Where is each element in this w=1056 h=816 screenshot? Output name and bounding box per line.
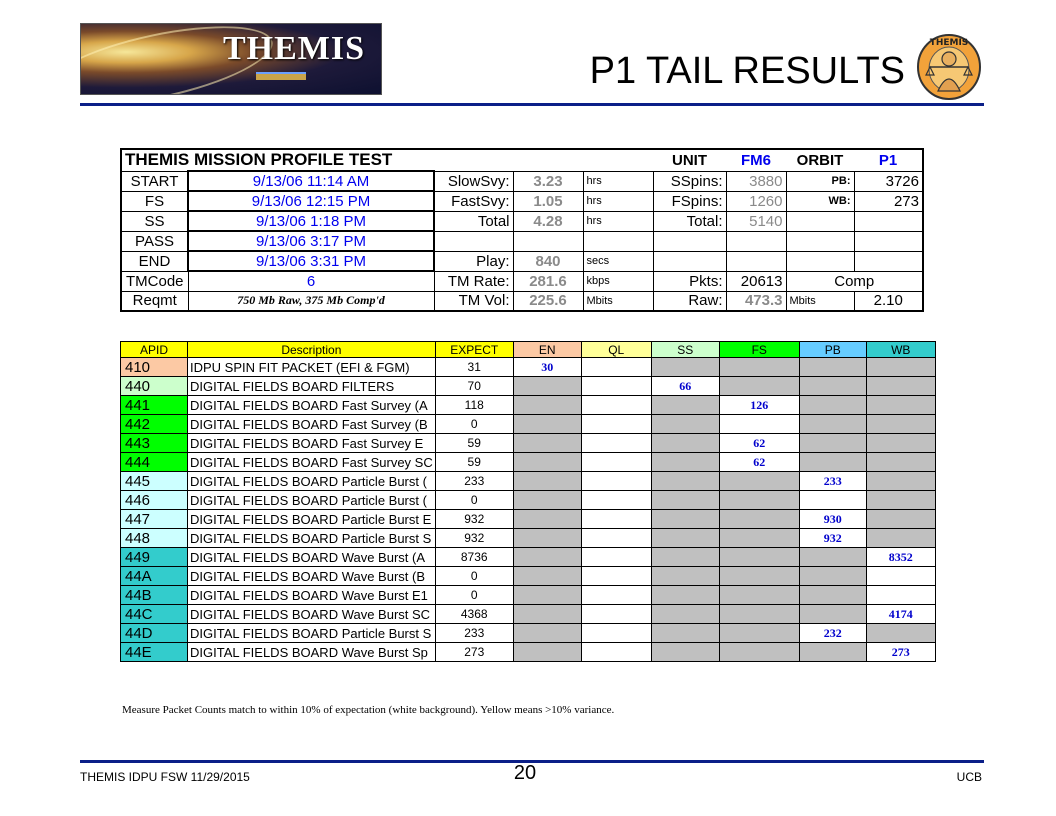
ss-count	[651, 624, 719, 643]
table-row	[121, 434, 936, 453]
param-label: Total	[434, 211, 513, 231]
table-row	[121, 548, 936, 567]
packet-description: DIGITAL FIELDS BOARD Fast Survey E	[188, 434, 436, 453]
burst-label: WB:	[786, 191, 854, 211]
pb-count	[799, 377, 866, 396]
spin-label	[653, 231, 726, 251]
unit-value: FM6	[726, 149, 786, 171]
expected-count: 0	[435, 415, 513, 434]
fs-count	[719, 472, 799, 491]
fs-count: 62	[719, 434, 799, 453]
apid-code: 44A	[121, 567, 188, 586]
en-count	[513, 529, 581, 548]
param-value: 3.23	[513, 171, 583, 191]
fs-count	[719, 377, 799, 396]
ql-count	[581, 643, 651, 662]
ss-count: 66	[651, 377, 719, 396]
apid-packet-table	[120, 341, 936, 662]
apid-code: 447	[121, 510, 188, 529]
param-value: 225.6	[513, 291, 583, 311]
profile-row	[121, 231, 923, 251]
param-label	[434, 231, 513, 251]
table-row	[121, 377, 936, 396]
en-count	[513, 510, 581, 529]
fs-count	[719, 624, 799, 643]
column-header: EN	[513, 342, 581, 358]
en-count	[513, 491, 581, 510]
wb-count	[866, 396, 935, 415]
table-row	[121, 472, 936, 491]
profile-row	[121, 251, 923, 271]
ql-count	[581, 567, 651, 586]
spin-label: SSpins:	[653, 171, 726, 191]
spin-label: Pkts:	[653, 271, 726, 291]
param-value	[513, 231, 583, 251]
wb-count	[866, 415, 935, 434]
table-row	[121, 453, 936, 472]
packet-description: DIGITAL FIELDS BOARD Fast Survey (B	[188, 415, 436, 434]
ql-count	[581, 434, 651, 453]
pb-count: 932	[799, 529, 866, 548]
pb-count	[799, 491, 866, 510]
packet-description: DIGITAL FIELDS BOARD Wave Burst Sp	[188, 643, 436, 662]
row-value: 6	[188, 271, 434, 291]
pb-count	[799, 358, 866, 377]
wb-count	[866, 529, 935, 548]
ss-count	[651, 643, 719, 662]
apid-code: 449	[121, 548, 188, 567]
param-unit: Mbits	[583, 291, 653, 311]
pb-count	[799, 548, 866, 567]
row-label: TMCode	[121, 271, 188, 291]
packet-description: DIGITAL FIELDS BOARD Wave Burst (B	[188, 567, 436, 586]
wb-count	[866, 510, 935, 529]
row-label: PASS	[121, 231, 188, 251]
apid-code: 410	[121, 358, 188, 377]
column-header: WB	[866, 342, 935, 358]
profile-row	[121, 211, 923, 231]
column-header: Description	[188, 342, 436, 358]
themis-logo	[80, 23, 382, 95]
burst-label	[786, 251, 854, 271]
table-row	[121, 510, 936, 529]
pb-count: 233	[799, 472, 866, 491]
wb-count	[866, 472, 935, 491]
ss-count	[651, 358, 719, 377]
row-value: 9/13/06 3:31 PM	[188, 251, 434, 271]
fs-count	[719, 491, 799, 510]
column-header: FS	[719, 342, 799, 358]
en-count	[513, 624, 581, 643]
table-row	[121, 624, 936, 643]
param-label: Play:	[434, 251, 513, 271]
profile-row	[121, 271, 923, 291]
ss-count	[651, 434, 719, 453]
param-label: TM Rate:	[434, 271, 513, 291]
apid-code: 444	[121, 453, 188, 472]
param-unit: hrs	[583, 191, 653, 211]
packet-description: DIGITAL FIELDS BOARD Fast Survey SC	[188, 453, 436, 472]
expected-count: 233	[435, 624, 513, 643]
param-value: 1.05	[513, 191, 583, 211]
unit-label: UNIT	[653, 149, 726, 171]
apid-code: 448	[121, 529, 188, 548]
en-count	[513, 605, 581, 624]
ql-count	[581, 586, 651, 605]
ql-count	[581, 510, 651, 529]
fs-count	[719, 586, 799, 605]
ss-count	[651, 586, 719, 605]
apid-code: 443	[121, 434, 188, 453]
mission-profile-table	[120, 148, 924, 312]
spin-value: 3880	[726, 171, 786, 191]
profile-title: THEMIS MISSION PROFILE TEST	[121, 149, 653, 171]
fs-count	[719, 605, 799, 624]
ss-count	[651, 529, 719, 548]
param-unit	[583, 231, 653, 251]
spin-value: 473.3	[726, 291, 786, 311]
burst-value: 273	[854, 191, 923, 211]
apid-code: 446	[121, 491, 188, 510]
packet-description: DIGITAL FIELDS BOARD Particle Burst (	[188, 491, 436, 510]
orbit-value: P1	[854, 149, 923, 171]
pb-count	[799, 586, 866, 605]
expected-count: 8736	[435, 548, 513, 567]
pb-count	[799, 396, 866, 415]
param-unit: kbps	[583, 271, 653, 291]
profile-header-row	[121, 149, 923, 171]
ss-count	[651, 453, 719, 472]
wb-count	[866, 434, 935, 453]
wb-count	[866, 586, 935, 605]
spin-value: 5140	[726, 211, 786, 231]
wb-count	[866, 567, 935, 586]
packet-description: DIGITAL FIELDS BOARD FILTERS	[188, 377, 436, 396]
expected-count: 59	[435, 453, 513, 472]
footnote: Measure Packet Counts match to within 10% of expectation (white background). Yellow means >10% variance.	[122, 704, 615, 716]
pb-count	[799, 415, 866, 434]
pb-count	[799, 605, 866, 624]
wb-count	[866, 358, 935, 377]
packet-description: DIGITAL FIELDS BOARD Fast Survey (A	[188, 396, 436, 415]
expected-count: 4368	[435, 605, 513, 624]
apid-code: 442	[121, 415, 188, 434]
ss-count	[651, 567, 719, 586]
row-label: SS	[121, 211, 188, 231]
pb-count: 930	[799, 510, 866, 529]
spin-label	[653, 251, 726, 271]
burst-value	[854, 211, 923, 231]
burst-value	[854, 231, 923, 251]
en-count	[513, 567, 581, 586]
spin-label: Total:	[653, 211, 726, 231]
ql-count	[581, 453, 651, 472]
raw-unit: Mbits	[786, 291, 854, 311]
wb-count	[866, 377, 935, 396]
row-label: FS	[121, 191, 188, 211]
expected-count: 118	[435, 396, 513, 415]
comp-label: Comp	[786, 271, 923, 291]
profile-row	[121, 291, 923, 311]
en-count	[513, 643, 581, 662]
param-label: SlowSvy:	[434, 171, 513, 191]
en-count	[513, 548, 581, 567]
footer-org-label: UCB	[956, 770, 982, 784]
row-value: 9/13/06 11:14 AM	[188, 171, 434, 191]
pb-count	[799, 643, 866, 662]
en-count	[513, 472, 581, 491]
fs-count: 126	[719, 396, 799, 415]
column-header: EXPECT	[435, 342, 513, 358]
row-label: Reqmt	[121, 291, 188, 311]
pb-count	[799, 567, 866, 586]
expected-count: 59	[435, 434, 513, 453]
profile-row	[121, 191, 923, 211]
apid-code: 445	[121, 472, 188, 491]
table-row	[121, 529, 936, 548]
expected-count: 0	[435, 586, 513, 605]
expected-count: 31	[435, 358, 513, 377]
ss-count	[651, 548, 719, 567]
fs-count: 62	[719, 453, 799, 472]
param-unit: hrs	[583, 171, 653, 191]
ql-count	[581, 529, 651, 548]
table-row	[121, 586, 936, 605]
ss-count	[651, 605, 719, 624]
spin-label: Raw:	[653, 291, 726, 311]
wb-count: 8352	[866, 548, 935, 567]
pb-count: 232	[799, 624, 866, 643]
row-value: 750 Mb Raw, 375 Mb Comp'd	[188, 291, 434, 311]
ql-count	[581, 377, 651, 396]
table-row	[121, 643, 936, 662]
expected-count: 932	[435, 510, 513, 529]
comp-value: 2.10	[854, 291, 923, 311]
row-value: 9/13/06 1:18 PM	[188, 211, 434, 231]
fs-count	[719, 548, 799, 567]
param-label: TM Vol:	[434, 291, 513, 311]
table-row	[121, 415, 936, 434]
row-value: 9/13/06 12:15 PM	[188, 191, 434, 211]
ql-count	[581, 396, 651, 415]
fs-count	[719, 567, 799, 586]
profile-row	[121, 171, 923, 191]
wb-count: 4174	[866, 605, 935, 624]
expected-count: 0	[435, 491, 513, 510]
ql-count	[581, 491, 651, 510]
column-header: APID	[121, 342, 188, 358]
fs-count	[719, 643, 799, 662]
apid-code: 44B	[121, 586, 188, 605]
table-row	[121, 605, 936, 624]
spin-value: 20613	[726, 271, 786, 291]
fs-count	[719, 415, 799, 434]
en-count	[513, 586, 581, 605]
ql-count	[581, 472, 651, 491]
burst-value: 3726	[854, 171, 923, 191]
fs-count	[719, 529, 799, 548]
en-count: 30	[513, 358, 581, 377]
table-row	[121, 491, 936, 510]
apid-code: 441	[121, 396, 188, 415]
wb-count: 273	[866, 643, 935, 662]
themis-emblem-icon	[916, 33, 982, 101]
wb-count	[866, 491, 935, 510]
orbit-label: ORBIT	[786, 149, 854, 171]
param-unit: secs	[583, 251, 653, 271]
fs-count	[719, 510, 799, 529]
table-row	[121, 396, 936, 415]
spin-value: 1260	[726, 191, 786, 211]
packet-description: DIGITAL FIELDS BOARD Wave Burst E1	[188, 586, 436, 605]
column-header: QL	[581, 342, 651, 358]
header-divider	[80, 103, 984, 106]
ql-count	[581, 415, 651, 434]
spin-value	[726, 251, 786, 271]
expected-count: 233	[435, 472, 513, 491]
row-label: START	[121, 171, 188, 191]
pb-count	[799, 453, 866, 472]
param-value: 4.28	[513, 211, 583, 231]
apid-code: 440	[121, 377, 188, 396]
param-unit: hrs	[583, 211, 653, 231]
param-value: 840	[513, 251, 583, 271]
row-label: END	[121, 251, 188, 271]
packet-description: DIGITAL FIELDS BOARD Particle Burst (	[188, 472, 436, 491]
param-label: FastSvy:	[434, 191, 513, 211]
expected-count: 932	[435, 529, 513, 548]
expected-count: 0	[435, 567, 513, 586]
burst-value	[854, 251, 923, 271]
packet-description: DIGITAL FIELDS BOARD Particle Burst S	[188, 529, 436, 548]
table-row	[121, 358, 936, 377]
pb-count	[799, 434, 866, 453]
footer-doc-label: THEMIS IDPU FSW 11/29/2015	[80, 770, 250, 784]
burst-label	[786, 211, 854, 231]
packet-description: DIGITAL FIELDS BOARD Wave Burst SC	[188, 605, 436, 624]
expected-count: 273	[435, 643, 513, 662]
spin-value	[726, 231, 786, 251]
table-row	[121, 567, 936, 586]
ss-count	[651, 415, 719, 434]
ql-count	[581, 624, 651, 643]
apid-header-row	[121, 342, 936, 358]
ss-count	[651, 396, 719, 415]
apid-code: 44D	[121, 624, 188, 643]
en-count	[513, 377, 581, 396]
packet-description: DIGITAL FIELDS BOARD Wave Burst (A	[188, 548, 436, 567]
packet-description: DIGITAL FIELDS BOARD Particle Burst S	[188, 624, 436, 643]
column-header: SS	[651, 342, 719, 358]
packet-description: IDPU SPIN FIT PACKET (EFI & FGM)	[188, 358, 436, 377]
ql-count	[581, 605, 651, 624]
en-count	[513, 434, 581, 453]
row-value: 9/13/06 3:17 PM	[188, 231, 434, 251]
apid-code: 44C	[121, 605, 188, 624]
en-count	[513, 396, 581, 415]
ss-count	[651, 491, 719, 510]
ql-count	[581, 548, 651, 567]
ss-count	[651, 510, 719, 529]
burst-label: PB:	[786, 171, 854, 191]
column-header: PB	[799, 342, 866, 358]
emblem-text: THEMIS	[929, 38, 969, 48]
param-value: 281.6	[513, 271, 583, 291]
spacecraft-graphic	[256, 72, 306, 80]
fs-count	[719, 358, 799, 377]
packet-description: DIGITAL FIELDS BOARD Particle Burst E	[188, 510, 436, 529]
slide-title: P1 TAIL RESULTS	[589, 50, 905, 92]
en-count	[513, 415, 581, 434]
expected-count: 70	[435, 377, 513, 396]
wb-count	[866, 453, 935, 472]
burst-label	[786, 231, 854, 251]
en-count	[513, 453, 581, 472]
spin-label: FSpins:	[653, 191, 726, 211]
page-number: 20	[513, 762, 537, 784]
logo-wordmark: THEMIS	[223, 30, 366, 67]
wb-count	[866, 624, 935, 643]
ss-count	[651, 472, 719, 491]
apid-code: 44E	[121, 643, 188, 662]
ql-count	[581, 358, 651, 377]
